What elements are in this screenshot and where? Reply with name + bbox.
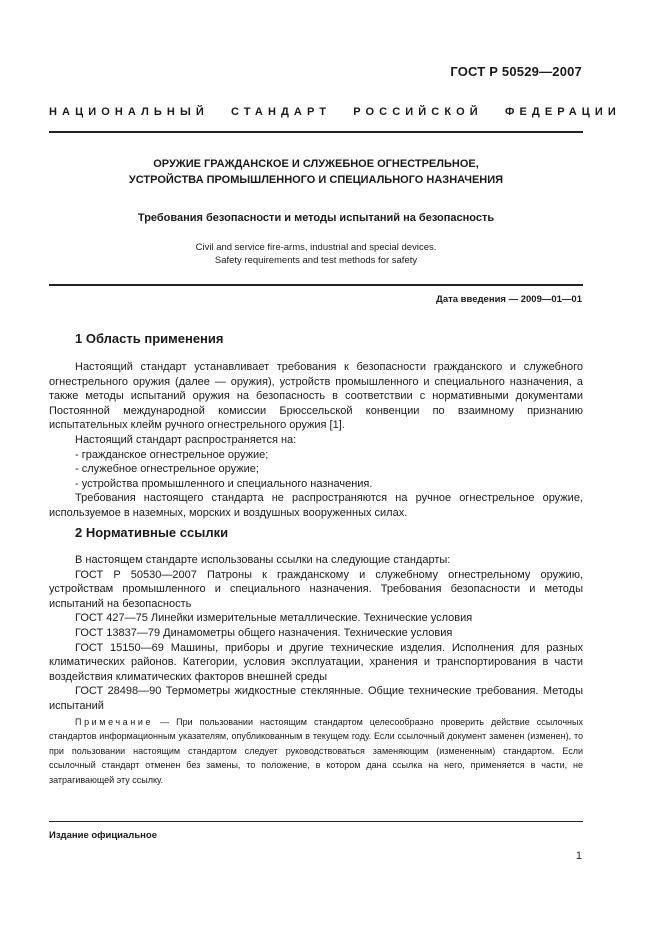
note-label: Примечание <box>75 717 154 727</box>
reference-item: ГОСТ 28498—90 Термометры жидкостные стеклянные. Общие технические требования. Методы испытаний <box>49 685 583 712</box>
reference-item: ГОСТ 15150—69 Машины, приборы и другие технические изделия. Исполнения для разных климатических районов. Категории, условия эксплуатации, хранения и транспортирования в части воздействия климатических факторов внешней среды <box>49 641 583 683</box>
section-1-body <box>49 360 583 521</box>
paragraph: В настоящем стандарте использованы ссылки на следующие стандарты: <box>75 554 451 566</box>
section-2-heading: 2 Нормативные ссылки <box>75 525 229 540</box>
document-subtitle: Требования безопасности и методы испытаний на безопасность <box>137 212 495 224</box>
title-line-1: ОРУЖИЕ ГРАЖДАНСКОЕ И СЛУЖЕБНОЕ ОГНЕСТРЕЛЬНОЕ, <box>153 158 479 170</box>
english-title-line-2: Safety requirements and test methods for safety <box>214 255 418 266</box>
english-title-line-1: Civil and service fire-arms, industrial and special devices. <box>195 242 437 253</box>
gost-number: ГОСТ Р 50529—2007 <box>450 64 582 79</box>
edition-label: Издание официальное <box>49 830 157 841</box>
reference-item: ГОСТ 427—75 Линейки измерительные металлические. Технические условия <box>75 612 473 625</box>
section-2-body <box>49 553 583 714</box>
list-item: - устройства промышленного и специального назначения. <box>75 477 373 490</box>
note <box>49 715 583 787</box>
reference-item: ГОСТ Р 50530—2007 Патроны к гражданскому и служебному огнестрельному оружию, устройствам промышленного и специального назначения. Требования безопасности и методы испытаний на безопасность <box>49 568 583 610</box>
intro-date: Дата введения — 2009—01—01 <box>436 294 582 305</box>
page-number: 1 <box>575 850 582 862</box>
note-text: — При пользовании настоящим стандартом целесообразно проверить действие ссылочных стандартов информационным указателям, опубликованным в текущем году. Если ссылочный документ заменен (изменен), то при пользовании настоящим стандартом следует руководствоваться заменяющим (измененным) стандартом. Если ссылочный стандарт отменен без замены, то положение, в котором дана ссылка на него, применяется в части, не затрагивающей эту ссылку. <box>49 717 583 785</box>
national-standard-header: НАЦИОНАЛЬНЫЙ СТАНДАРТ РОССИЙСКОЙ ФЕДЕРАЦИИ <box>49 106 621 118</box>
title-line-2: УСТРОЙСТВА ПРОМЫШЛЕННОГО И СПЕЦИАЛЬНОГО НАЗНАЧЕНИЯ <box>128 174 504 186</box>
english-title <box>49 241 583 267</box>
paragraph: Настоящий стандарт устанавливает требования к безопасности гражданского и служебного огнестрельного оружия (далее — оружия), устройств промышленного и специального назначения, а также методы испытаний оружия на безопасность в соответствии с нормативными документами Постоянной международной комиссии Брюссельской конвенции по взаимному признанию испытательных клейм ручного огнестрельного оружия [1]. <box>49 361 583 432</box>
paragraph: Требования настоящего стандарта не распространяются на ручное огнестрельное оружие, используемое в наземных, морских и воздушных вооруженных силах. <box>49 492 583 519</box>
header-rule <box>49 131 583 133</box>
reference-item: ГОСТ 13837—79 Динамометры общего назначения. Технические условия <box>75 626 453 639</box>
document-title <box>49 156 583 188</box>
footer-rule <box>49 821 583 822</box>
list-item: - гражданское огнестрельное оружие; <box>75 448 269 461</box>
title-rule <box>49 284 583 286</box>
section-1-heading: 1 Область применения <box>75 331 224 346</box>
list-item: - служебное огнестрельное оружие; <box>75 463 259 476</box>
paragraph: Настоящий стандарт распространяется на: <box>75 433 297 446</box>
